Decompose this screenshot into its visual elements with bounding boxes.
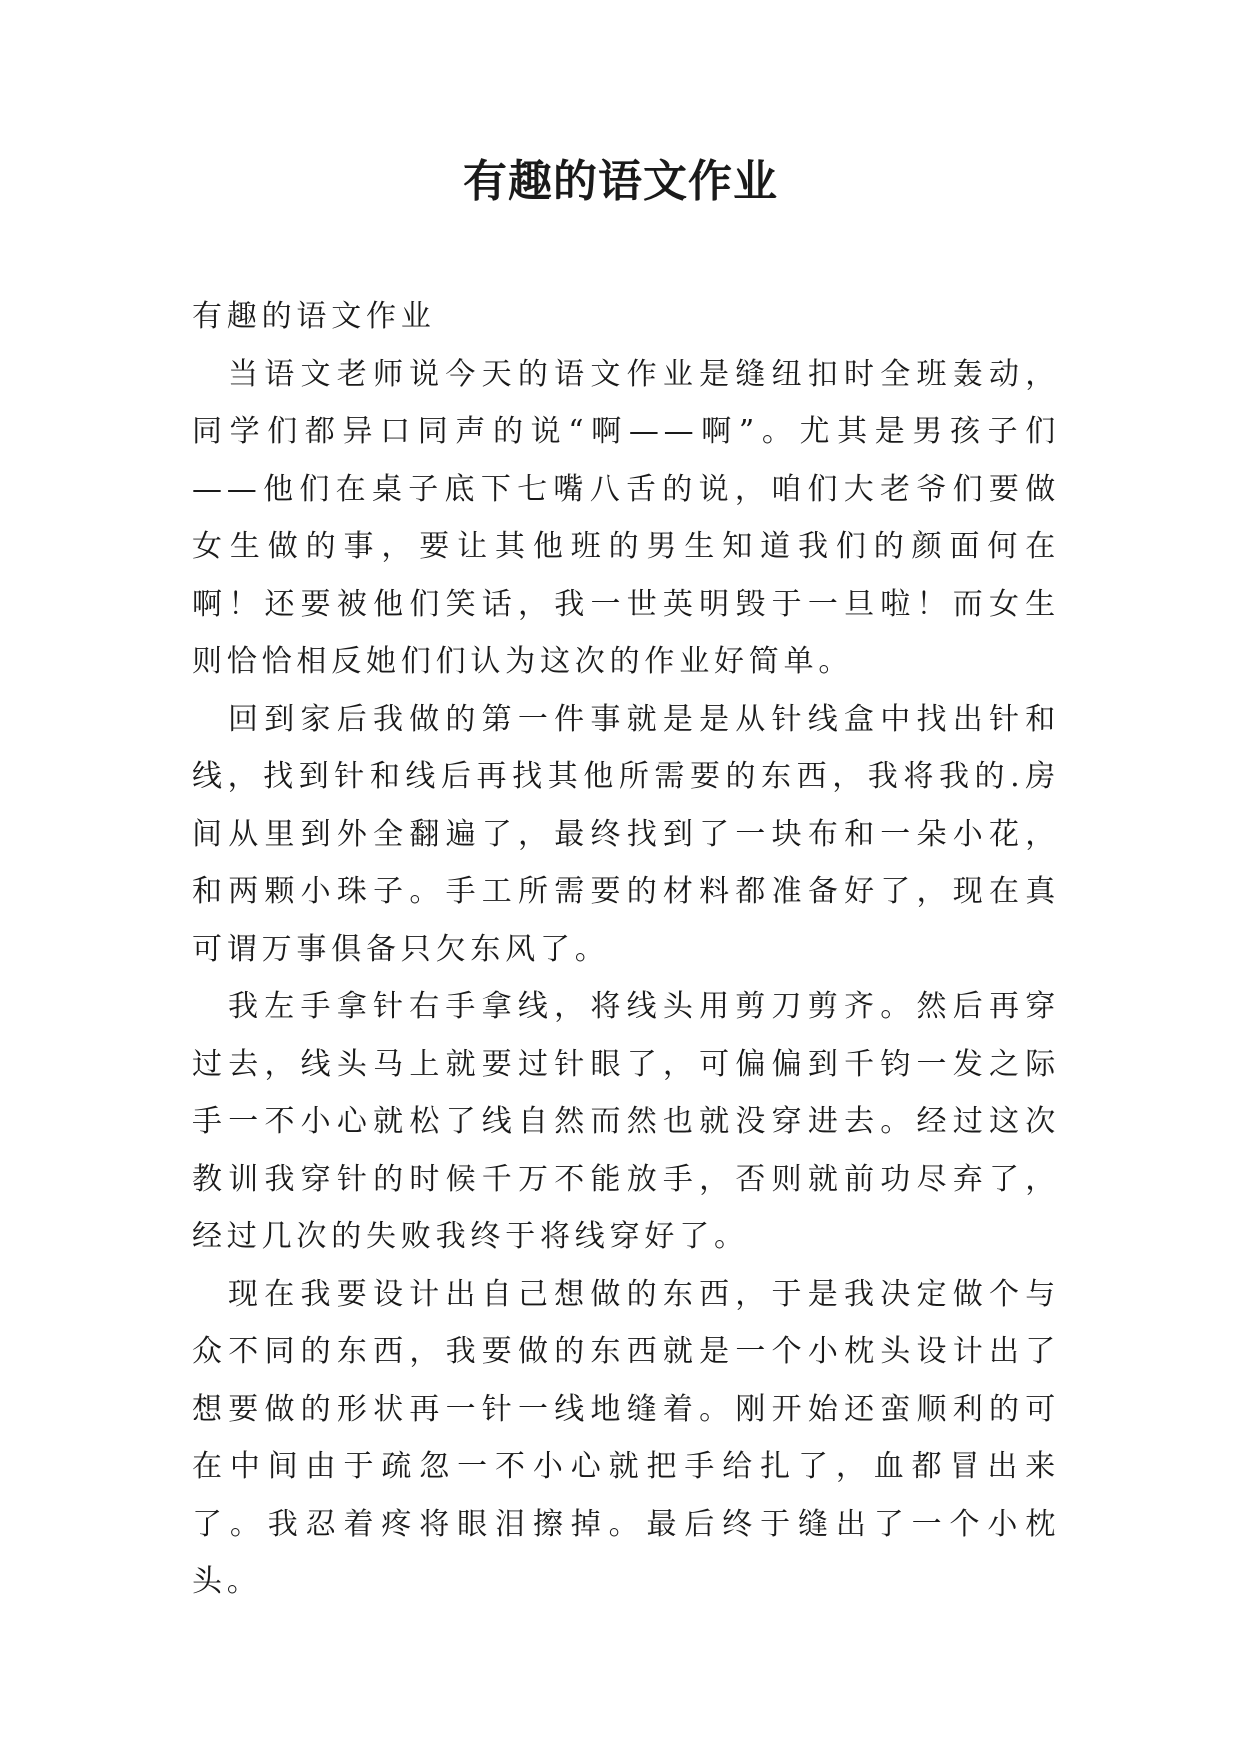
paragraph-2: 回到家后我做的第一件事就是是从针线盒中找出针和线，找到针和线后再找其他所需要的东西，我将我的.房间从里到外全翻遍了，最终找到了一块布和一朵小花，和两颗小珠子。手工所需要的材料都准备好了，现在真可谓万事俱备只欠东风了。 <box>192 701 1060 967</box>
document-body <box>192 288 1060 1611</box>
document-title: 有趣的语文作业 <box>463 156 778 207</box>
paragraph-4: 现在我要设计出自己想做的东西，于是我决定做个与众不同的东西，我要做的东西就是一个小枕头设计出了想要做的形状再一针一线地缝着。刚开始还蛮顺利的可在中间由于疏忽一不小心就把手给扎了，血都冒出来了。我忍着疼将眼泪擦掉。最后终于缝出了一个小枕头。 <box>192 1276 1060 1599</box>
paragraph-3: 我左手拿针右手拿线，将线头用剪刀剪齐。然后再穿过去，线头马上就要过针眼了，可偏偏到千钧一发之际手一不小心就松了线自然而然也就没穿进去。经过这次教训我穿针的时候千万不能放手，否则就前功尽弃了，经过几次的失败我终于将线穿好了。 <box>192 989 1060 1254</box>
document-subtitle: 有趣的语文作业 <box>192 299 436 334</box>
paragraph-1: 当语文老师说今天的语文作业是缝纽扣时全班轰动，同学们都异口同声的说“啊——啊”。尤其是男孩子们——他们在桌子底下七嘴八舌的说，咱们大老爷们要做女生做的事，要让其他班的男生知道我们的颜面何在啊！还要被他们笑话，我一世英明毁于一旦啦！而女生则恰恰相反她们们认为这次的作业好简单。 <box>192 356 1060 679</box>
